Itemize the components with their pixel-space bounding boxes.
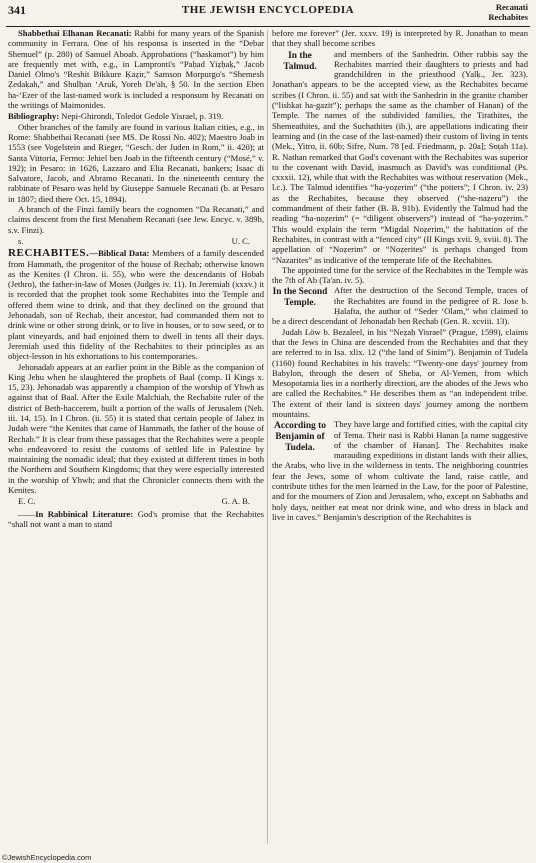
entry-headword: RECHABITES. [8, 247, 90, 260]
sidehead-benjamin: According to Benjamin of Tudela. [274, 421, 326, 454]
signature-left: E. C. [18, 496, 36, 507]
bibliography-label: Bibliography: [8, 111, 60, 122]
page-number: 341 [8, 3, 26, 17]
running-head [488, 2, 528, 22]
shabbethai-heading: Shabbethai Elhanan Recanati: [18, 28, 132, 38]
finzi-paragraph: A branch of the Finzi family bears the cognomen “Da Recanati,” and claims descent from the first Menahem Recanati (see Jew. Encyc. v. 389b, s.v. Finzi). [8, 204, 264, 235]
left-column [8, 28, 264, 846]
column-divider [267, 30, 268, 844]
judah-low-paragraph: Judah Löw b. Bezaleel, in his “Neẓaḥ Yisrael” (Prague, 1599), claims that the Jews in China are descended from the Rechabites and that they are referred to in Isa. xlix. 12 (“the land of Sinim”). Benjamin of Tudela (1160) found Rechabites in his travels: “Twenty-one days' journey from Babylon, through the desert of Sheba, or Al-Yemen, from which Mesopotamia lies in a northerly direction, are the abodes of the Jews who are called the Rechabites.” He describes them as “an independent tribe. The extent of their land is sixteen days' journey among the northern mountains. [272, 326, 528, 419]
right-column [272, 28, 528, 846]
publication-title: THE JEWISH ENCYCLOPEDIA [181, 4, 355, 16]
page-header [6, 2, 530, 27]
appointed-time-paragraph: The appointed time for the service of the Rechabites in the Temple was the 7th of Ab (Ta'an. iv. 5). [272, 264, 528, 286]
rabbinical-paragraph [8, 509, 264, 530]
family-paragraph: Other branches of the family are found in various Italian cities, e.g., in Rome: Shabbethai Recanati (see MS. De Rossi No. 402); Maestro Joab in 1553 (see Vogelstein and Rieger, “Gesch. der Juden in Rom,” ii. 420); at Santa Vittoria, Fermo: Jehiel ben Joab in the fifteenth century (“Mosé,” v. 192); in Pesaro: in 1626, Lazzaro and Elia Recanati, bankers; Isaac di Salvatore, Jacob, and Abramo Recanati. In the nineteenth century the rabbinate of Pesaro was held by Giuseppe Samuele Recanati (b. at Pesaro in 1807; died there Oct. 15, 1894). [8, 121, 264, 204]
running-head-last: Rechabites [488, 12, 528, 22]
talmud-paragraph: and members of the Sanhedrin. Other rabbis say the Rechabites married their daughters to priests and had grandchildren in the priesthood (Yalḳ., Jer. 323). Jonathan's appears to be the accepted view, as the Rechabites became scribes (I Chron. ii. 55) and sat with the Sanhedrin in the granite chamber (“lishkat ha-gazit”); perhaps the same as the chamber of Hanan) of the Temple. The names of the subdivided families, the Tirathites, the Shemeathites, and the Suchathites (ib.), are appellations indicating their learning and (in the case of the last-named) their custom of living in tents (Mek., Yitro, ii. 60b; Sifre, Num. 78 [ed. Friedmann, p. 20a]; Soṭah 11a). R. Nathan remarked that God's covenant with the Rechabites was superior to the covenant with David, inasmuch as David's was conditional (Ps. cxxxii. 12), while that with the Rechabites was without reservation (Mek., l.c.). The Talmud identifies “ha-yoẓerim” (“the potters”; I Chron. iv. 23) as the Rechabites, because they observed (“she-naẓeru”) the commandment of their father (B. B. 91b). Evidently the Talmud had the reading “ha-noẓerim” (= “diligent observers”) instead of “ha-yoẓerim.” This would explain the term “Migdal Noẓerim,” the habitation of the Rechabites, in contrast with a “fenced city” (II Kings xvii. 9, xviii. 8). The appellation of “Noẓerim” or “Noẓerites” is perhaps changed from “Nazarites” as indicative of the temperate life of the Rechabites. [272, 48, 528, 265]
benjamin-paragraph: They have large and fortified cities, with the capital city of Tema. Their nasi is Rabbi Hanan [a name suggestive of the chamber of Hanan]. The Rechabites make marauding expeditions in distant lands with their allies, the Arabs, who live in the wilderness in tents. The neighboring countries fear the Jews, some of whom cultivate the land, raise cattle, and contribute tithes for the men learned in the Law, for the poor of Palestine, and for the mourners of Zion and Jerusalem, who, except on Sabbaths and holy days, neither eat meat nor drink wine, and who dress in black and live in caves.” Benjamin's description of the Rechabites is [272, 419, 528, 522]
bibliography-text: Nepi-Ghirondi, Toledot Gedole Yisrael, p. 319. [59, 111, 224, 122]
rabbinical-dash: —— [18, 508, 36, 519]
shabbethai-paragraph [8, 28, 264, 110]
sidehead-talmud: In the Talmud. [283, 50, 317, 72]
sidehead-second-temple: In the Second Temple. [272, 287, 328, 309]
rabbinical-text: God's promise that the Rechabites “shall not want a man to stand [8, 508, 264, 529]
rechabites-entry [8, 248, 264, 361]
continuation-paragraph: before me forever” (Jer. xxxv. 19) is interpreted by R. Jonathan to mean that they shall become scribes [272, 28, 528, 49]
running-head-first: Recanati [495, 2, 528, 12]
bibliography [8, 111, 264, 121]
shabbethai-text: Rabbi for many years of the Spanish community in Ferrara. One of his responsa is inserted in the “Debar Shemuel” (p. 280) of Samuel Aboab. Approbations (“haskamot”) by him are frequently met with, e.g., in Lampronti's “Paḥad Yiẓḥaḳ,” Jacob Daniel Olmo's “Reshit Bikkure Ḳaẓir,” Samson Morpurgo's “Shemesh Ẓedaḳah,” and Shulḥan ‘Aruk, Yoreh De'ah, § 50. In the section Eben ha-‘Ezer of the last-named work is included a responsum by Recanati on the writings of Maimonides. [8, 28, 264, 111]
signature-line [8, 496, 264, 506]
second-temple-paragraph: After the destruction of the Second Temple, traces of the Rechabites are found in the pedigree of R. Jose b. Ḥalafta, the author of “Seder ‘Olam,” who claimed to be a direct descendant of Jehonadab ben Rechab (Gen. R. xcviii. 13). [272, 285, 528, 327]
signature-right: G. A. B. [221, 496, 250, 507]
signature-line [8, 236, 264, 246]
signature-right: U. C. [231, 235, 250, 246]
signature-left: s. [18, 235, 24, 246]
rabbinical-subhead: In Rabbinical Literature: [35, 508, 134, 519]
jehonadab-paragraph: Jehonadab appears at an earlier point in the Bible as the companion of King Jehu when he slaughtered the prophets of Baal (comp. II Kings x. 15, 23). Jehonadab was apparently a champion of the worship of Yhwh as against that of Baal. After the Exile Malchiah, the Rechabite ruler of the district of Beth-haccerem, built a portion of the walls of Jerusalem (Neh. iii. 14, 15). In I Chron. (ii. 55) it is stated that certain people of Jabez in Judah were “the Kenites that came of Hammath, the father of the house of Rechab.” It is clear from these passages that the Rechabites were a people who endeavored to resist the customs of settled life in Palestine by maintaining the nomadic ideal; that they existed at different times in both the Northern and Southern Kingdoms; that they were especially interested in the worship of Yhwh; and that the Chronicler connects them with the Kenites. [8, 361, 264, 496]
entry-subhead: —Biblical Data: [89, 248, 150, 259]
entry-intro: Members of a family descended from Hammath, the progenitor of the house of Rechab; otherwise known as the Kenites (I Chron. ii. 55), who were the descendants of Hobab (Jethro), the father-in-law of Moses (Judges iv. 11). In Jeremiah (xxxv.) it is recorded that the prophet took some Rechabites into the Temple and offered them wine to drink, and that they declined on the ground that Jehonadab, son of Rechab, their ancestor, had commanded them not to drink wine or other strong drink, or to live in houses, or to sow seed, or to plant vineyards, and had enjoined them to dwell in tents all their days. Jeremiah used this fidelity of the Rechabites to their principles as an object-lesson in his exhortations to his contemporaries. [8, 248, 264, 362]
watermark: ©JewishEncyclopedia.com [2, 853, 92, 862]
